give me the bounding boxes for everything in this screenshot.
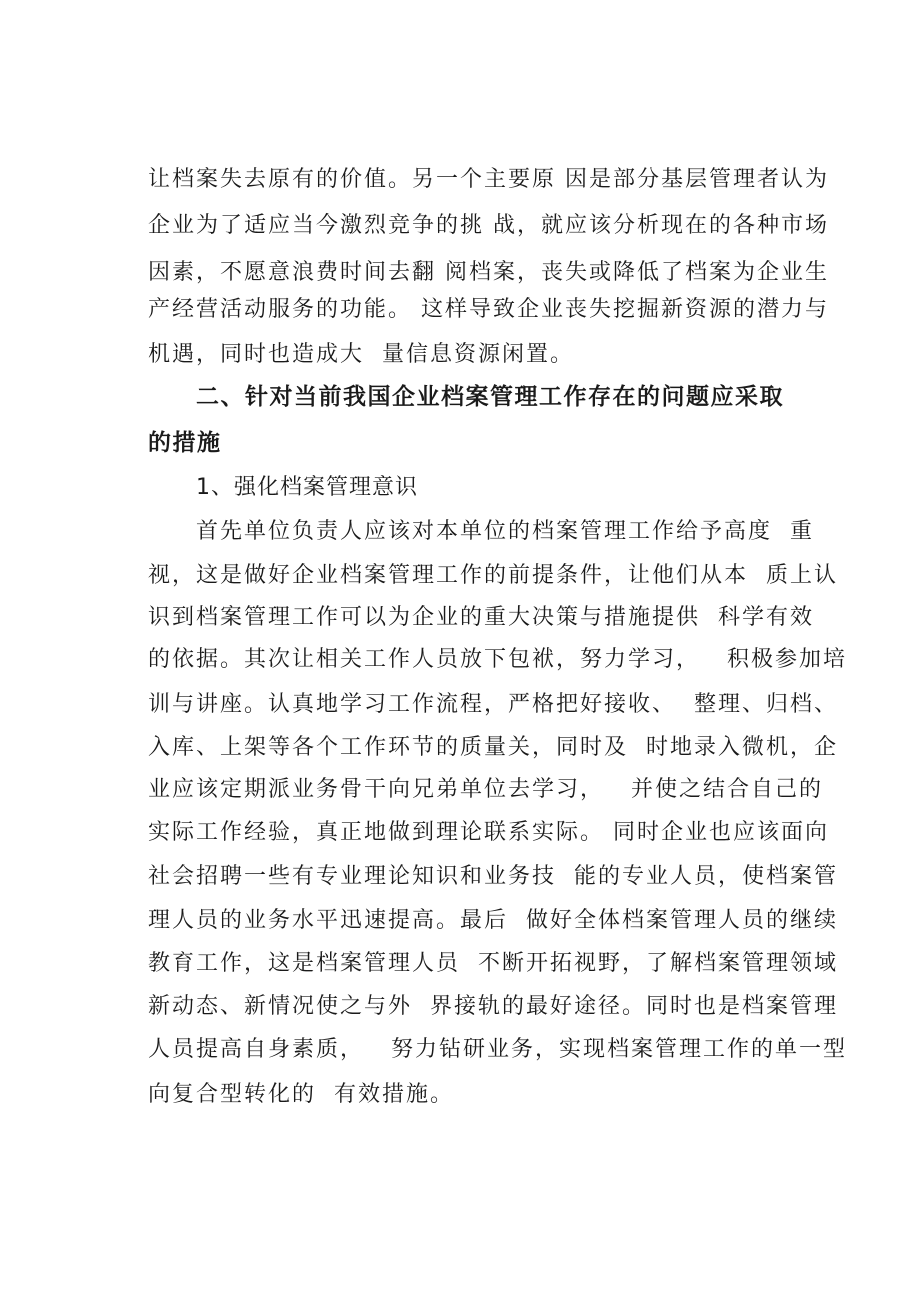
paragraph-2-line-5: 训与讲座。认真地学习工作流程，严格把好接收、 整理、归档、 [148, 692, 838, 717]
paragraph-2-line-11: 教育工作，这是档案管理人员 不断开拓视野，了解档案管理领域 [148, 951, 838, 976]
paragraph-2-line-14: 向复合型转化的 有效措施。 [148, 1082, 454, 1107]
paragraph-1-line-5: 机遇，同时也造成大 量信息资源闲置。 [148, 342, 574, 367]
paragraph-2-line-12: 新动态、新情况使之与外 界接轨的最好途径。同时也是档案管理 [148, 994, 838, 1019]
paragraph-2-line-8: 实际工作经验，真正地做到理论联系实际。 同时企业也应该面向 [148, 820, 829, 845]
paragraph-2-line-1: 首先单位负责人应该对本单位的档案管理工作给予高度 重 [196, 519, 814, 544]
paragraph-1-line-3: 因素，不愿意浪费时间去翻 阅档案，丧失或降低了档案为企业生 [148, 260, 829, 285]
subheading: 1、强化档案管理意识 [196, 475, 418, 500]
paragraph-2-line-4: 的依据。其次让相关工作人员放下包袱，努力学习， 积极参加培 [148, 647, 847, 672]
paragraph-1-line-2: 企业为了适应当今激烈竞争的挑 战，就应该分析现在的各种市场 [148, 213, 829, 238]
paragraph-2-line-3: 识到档案管理工作可以为企业的重大决策与措施提供 科学有效 [148, 605, 814, 630]
paragraph-2-line-7: 业应该定期派业务骨干向兄弟单位去学习， 并使之结合自己的 [148, 777, 823, 802]
paragraph-2-line-13: 人员提高自身素质， 努力钻研业务，实现档案管理工作的单一型 [148, 1037, 847, 1062]
paragraph-2-line-6: 入库、上架等各个工作环节的质量关，同时及 时地录入微机，企 [148, 735, 838, 760]
paragraph-1-line-4: 产经营活动服务的功能。 这样导致企业丧失挖掘新资源的潜力与 [148, 297, 829, 322]
paragraph-2-line-9: 社会招聘一些有专业理论知识和业务技 能的专业人员，使档案管 [148, 864, 838, 889]
section-heading-line-2: 的措施 [148, 430, 222, 456]
paragraph-2-line-10: 理人员的业务水平迅速提高。最后 做好全体档案管理人员的继续 [148, 908, 838, 933]
paragraph-2-line-2: 视，这是做好企业档案管理工作的前提条件，让他们从本 质上认 [148, 563, 838, 588]
section-heading-line-1: 二、针对当前我国企业档案管理工作存在的问题应采取 [196, 384, 784, 410]
paragraph-1-line-1: 让档案失去原有的价值。另一个主要原 因是部分基层管理者认为 [148, 167, 829, 192]
